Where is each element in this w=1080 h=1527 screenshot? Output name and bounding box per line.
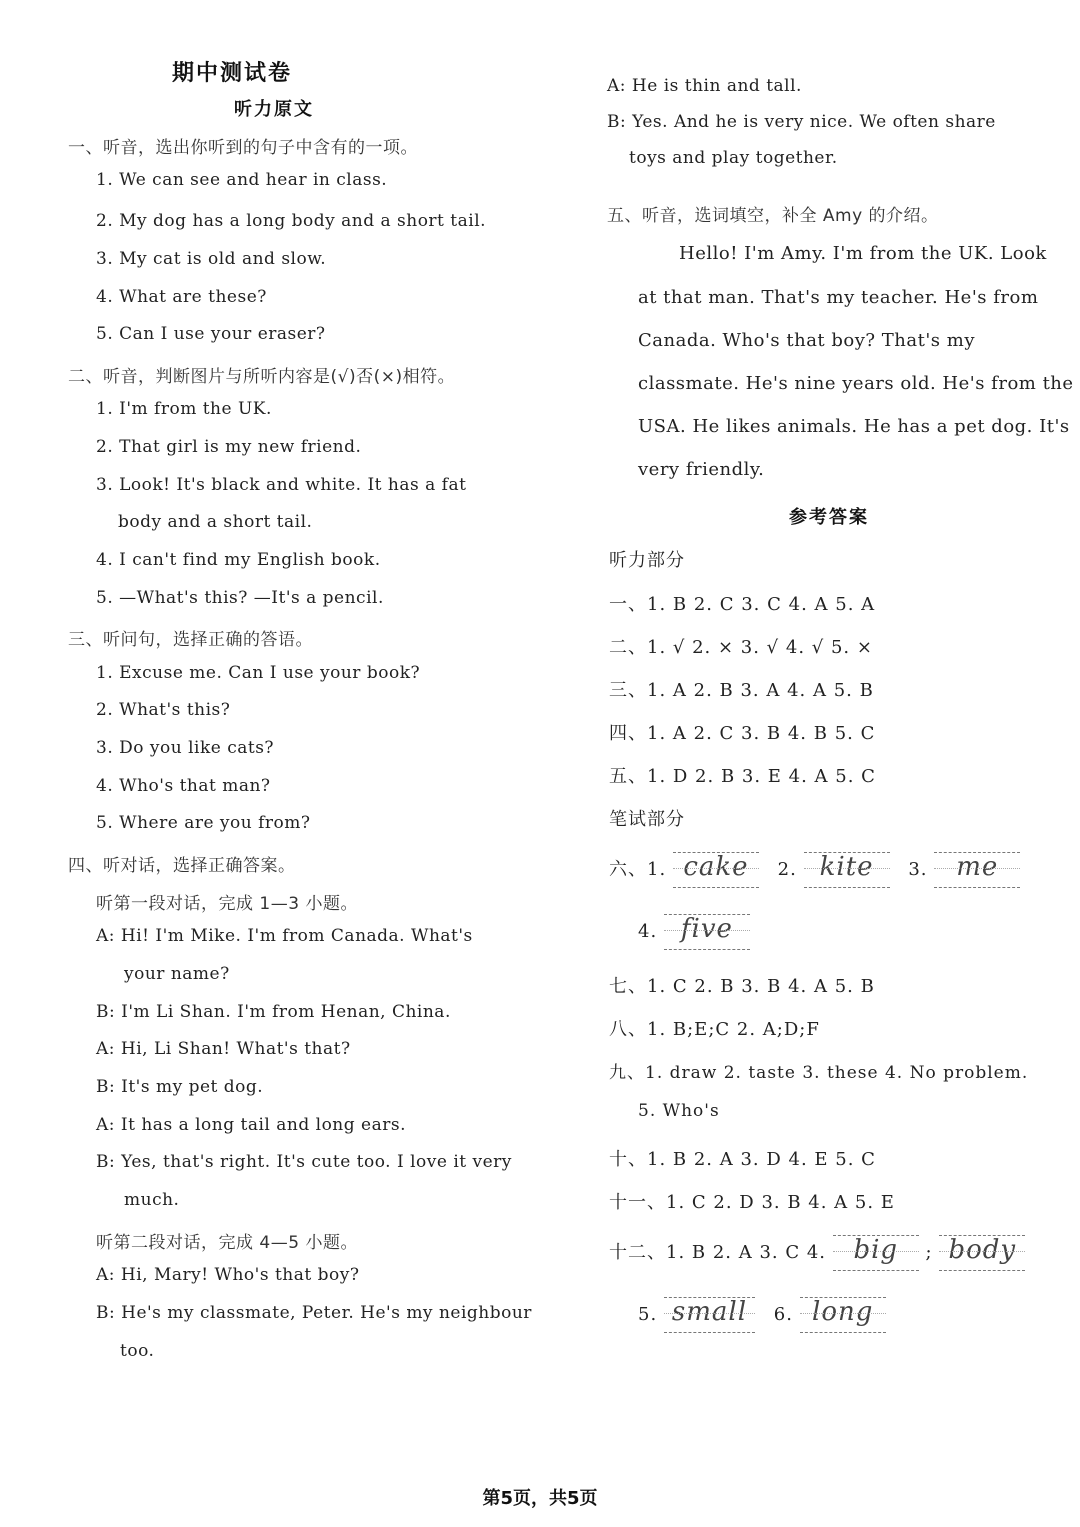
answer-row: 九、1. draw 2. taste 3. these 4. No problem. xyxy=(609,1063,1029,1083)
handwritten-answer: me xyxy=(934,850,1020,884)
answer-row: 5. Who's xyxy=(638,1101,720,1121)
list-item: 5. Where are you from? xyxy=(96,813,311,833)
handwritten-answer: big xyxy=(833,1233,919,1267)
handwritten-answer: five xyxy=(664,912,750,946)
list-item: 1. Excuse me. Can I use your book? xyxy=(96,663,421,683)
list-item: 4. Who's that man? xyxy=(96,776,271,796)
answer-row: 四、1. A 2. C 3. B 4. B 5. C xyxy=(609,723,876,744)
dialogue-line: your name? xyxy=(124,964,230,984)
dialogue-line: too. xyxy=(120,1341,155,1361)
dialogue-line: A: Hi, Li Shan! What's that? xyxy=(96,1039,351,1059)
paragraph-line: at that man. That's my teacher. He's from xyxy=(638,287,1039,308)
list-item: 1. I'm from the UK. xyxy=(96,399,272,419)
answer-row-twelve-cont xyxy=(638,1295,886,1329)
answer-row-twelve xyxy=(609,1233,1025,1267)
answer-row-six xyxy=(609,850,1020,884)
paragraph-line: Hello! I'm Amy. I'm from the UK. Look xyxy=(679,243,1047,264)
list-item: body and a short tail. xyxy=(118,512,313,532)
answer-row: 三、1. A 2. B 3. A 4. A 5. B xyxy=(609,680,874,701)
answer-number: 2. xyxy=(777,859,797,880)
dialogue-line: A: Hi, Mary! Who's that boy? xyxy=(96,1265,360,1285)
listening-label: 听力部分 xyxy=(609,550,685,571)
answer-row: 二、1. √ 2. × 3. √ 4. √ 5. × xyxy=(609,637,873,658)
section-3-heading: 三、听问句，选择正确的答语。 xyxy=(68,630,313,650)
section-5-heading: 五、听音，选词填空，补全 Amy 的介绍。 xyxy=(607,206,939,226)
answer-row-six-cont xyxy=(638,912,750,946)
list-item: 2. That girl is my new friend. xyxy=(96,437,362,457)
writing-label: 笔试部分 xyxy=(609,809,685,830)
dialogue-line: B: He's my classmate, Peter. He's my neighbour xyxy=(96,1303,532,1323)
handwritten-answer: cake xyxy=(673,850,759,884)
paragraph-line: Canada. Who's that boy? That's my xyxy=(638,330,975,351)
list-item: 3. Do you like cats? xyxy=(96,738,275,758)
dialogue-line: B: It's my pet dog. xyxy=(96,1077,264,1097)
page-title: 期中测试卷 xyxy=(172,61,293,86)
section-2-heading: 二、听音，判断图片与所听内容是(√)否(×)相符。 xyxy=(68,367,456,387)
page-footer: 第5页，共5页 xyxy=(482,1488,598,1509)
dialogue-line: A: It has a long tail and long ears. xyxy=(96,1115,406,1135)
answer-number: 3. xyxy=(908,859,928,880)
answer-row: 十、1. B 2. A 3. D 4. E 5. C xyxy=(609,1149,876,1170)
answers-title: 参考答案 xyxy=(789,507,869,528)
paragraph-line: classmate. He's nine years old. He's from the xyxy=(638,373,1074,394)
dialogue-line: B: Yes, that's right. It's cute too. I love it very xyxy=(96,1152,512,1172)
list-item: 2. My dog has a long body and a short tail. xyxy=(96,211,487,231)
answer-number: 5. xyxy=(638,1304,658,1325)
answer-number: 4. xyxy=(638,921,658,942)
section-1-heading: 一、听音，选出你听到的句子中含有的一项。 xyxy=(68,138,418,158)
dialogue-line: A: He is thin and tall. xyxy=(607,76,802,96)
list-item: 4. I can't find my English book. xyxy=(96,550,381,570)
dialogue-line: A: Hi! I'm Mike. I'm from Canada. What's xyxy=(96,926,473,946)
paragraph-line: USA. He likes animals. He has a pet dog. It's xyxy=(638,416,1070,437)
dialogue-line: B: I'm Li Shan. I'm from Henan, China. xyxy=(96,1002,451,1022)
answer-text: 十二、1. B 2. A 3. C 4. xyxy=(609,1242,827,1263)
list-item: 2. What's this? xyxy=(96,700,231,720)
list-item: 3. My cat is old and slow. xyxy=(96,249,327,269)
handwritten-answer: kite xyxy=(804,850,890,884)
list-item: 4. What are these? xyxy=(96,287,267,307)
answer-row: 五、1. D 2. B 3. E 4. A 5. C xyxy=(609,766,876,787)
dialogue-2-instruction: 听第二段对话，完成 4—5 小题。 xyxy=(96,1233,358,1253)
dialogue-1-instruction: 听第一段对话，完成 1—3 小题。 xyxy=(96,894,358,914)
paragraph-line: very friendly. xyxy=(638,459,765,480)
handwritten-answer: long xyxy=(800,1295,886,1329)
list-item: 5. —What's this? —It's a pencil. xyxy=(96,588,384,608)
list-item: 5. Can I use your eraser? xyxy=(96,324,326,344)
answer-number: 六、1. xyxy=(609,859,667,880)
section-4-heading: 四、听对话，选择正确答案。 xyxy=(68,856,296,876)
list-item: 1. We can see and hear in class. xyxy=(96,170,388,190)
answer-row: 十一、1. C 2. D 3. B 4. A 5. E xyxy=(609,1192,895,1213)
dialogue-line: B: Yes. And he is very nice. We often share xyxy=(607,112,996,132)
answer-row: 八、1. B;E;C 2. A;D;F xyxy=(609,1019,820,1040)
separator: ; xyxy=(925,1242,933,1263)
section-subtitle: 听力原文 xyxy=(234,99,314,120)
dialogue-line: toys and play together. xyxy=(629,148,838,168)
dialogue-line: much. xyxy=(124,1190,180,1210)
list-item: 3. Look! It's black and white. It has a fat xyxy=(96,475,467,495)
answer-row: 一、1. B 2. C 3. C 4. A 5. A xyxy=(609,594,876,615)
answer-row: 七、1. C 2. B 3. B 4. A 5. B xyxy=(609,976,875,997)
handwritten-answer: small xyxy=(664,1295,755,1329)
handwritten-answer: body xyxy=(939,1233,1025,1267)
answer-number: 6. xyxy=(773,1304,793,1325)
